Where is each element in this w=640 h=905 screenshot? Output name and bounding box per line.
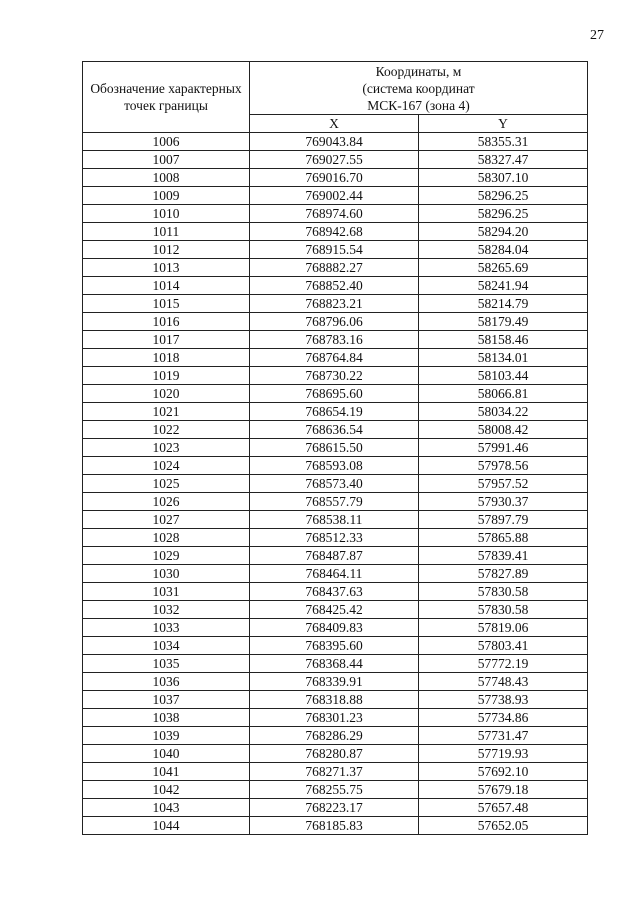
table-row <box>83 799 588 817</box>
coordinates-table <box>82 61 588 835</box>
table-row <box>83 475 588 493</box>
y-coordinate-cell: 57957.52 <box>419 475 588 493</box>
table-row <box>83 529 588 547</box>
y-column-header: Y <box>419 115 588 133</box>
point-id-cell: 1028 <box>83 529 250 547</box>
coordinates-header-line-3: МСК-167 (зона 4) <box>367 97 470 113</box>
y-coordinate-cell: 57679.18 <box>419 781 588 799</box>
x-coordinate-cell: 768409.83 <box>250 619 419 637</box>
x-coordinate-cell: 768425.42 <box>250 601 419 619</box>
point-id-cell: 1043 <box>83 799 250 817</box>
x-coordinate-cell: 768223.17 <box>250 799 419 817</box>
table-row <box>83 241 588 259</box>
y-coordinate-cell: 57865.88 <box>419 529 588 547</box>
x-coordinate-cell: 769002.44 <box>250 187 419 205</box>
table-row <box>83 349 588 367</box>
table-row <box>83 277 588 295</box>
x-coordinate-cell: 768796.06 <box>250 313 419 331</box>
x-coordinate-cell: 768615.50 <box>250 439 419 457</box>
x-coordinate-cell: 768185.83 <box>250 817 419 835</box>
y-coordinate-cell: 57692.10 <box>419 763 588 781</box>
table-row <box>83 763 588 781</box>
point-id-cell: 1041 <box>83 763 250 781</box>
table-row <box>83 223 588 241</box>
y-coordinate-cell: 57738.93 <box>419 691 588 709</box>
x-coordinate-cell: 768437.63 <box>250 583 419 601</box>
point-id-cell: 1014 <box>83 277 250 295</box>
table-row <box>83 547 588 565</box>
point-id-cell: 1030 <box>83 565 250 583</box>
point-id-cell: 1011 <box>83 223 250 241</box>
x-coordinate-cell: 769027.55 <box>250 151 419 169</box>
table-row <box>83 367 588 385</box>
y-coordinate-cell: 58296.25 <box>419 187 588 205</box>
point-id-cell: 1033 <box>83 619 250 637</box>
y-coordinate-cell: 58103.44 <box>419 367 588 385</box>
table-row <box>83 439 588 457</box>
point-id-cell: 1022 <box>83 421 250 439</box>
y-coordinate-cell: 58241.94 <box>419 277 588 295</box>
point-id-cell: 1032 <box>83 601 250 619</box>
table-row <box>83 421 588 439</box>
x-coordinate-cell: 768573.40 <box>250 475 419 493</box>
point-id-cell: 1026 <box>83 493 250 511</box>
x-coordinate-cell: 769016.70 <box>250 169 419 187</box>
x-coordinate-cell: 768487.87 <box>250 547 419 565</box>
y-coordinate-cell: 57830.58 <box>419 601 588 619</box>
x-coordinate-cell: 768783.16 <box>250 331 419 349</box>
x-coordinate-cell: 768654.19 <box>250 403 419 421</box>
x-coordinate-cell: 768255.75 <box>250 781 419 799</box>
table-row <box>83 133 588 151</box>
point-id-cell: 1035 <box>83 655 250 673</box>
table-row <box>83 601 588 619</box>
point-id-cell: 1037 <box>83 691 250 709</box>
y-coordinate-cell: 57978.56 <box>419 457 588 475</box>
x-coordinate-cell: 768557.79 <box>250 493 419 511</box>
point-id-cell: 1008 <box>83 169 250 187</box>
table-row <box>83 637 588 655</box>
point-id-cell: 1029 <box>83 547 250 565</box>
x-coordinate-cell: 768368.44 <box>250 655 419 673</box>
x-coordinate-cell: 768286.29 <box>250 727 419 745</box>
x-coordinate-cell: 768512.33 <box>250 529 419 547</box>
page-number: 27 <box>590 28 604 43</box>
point-id-cell: 1007 <box>83 151 250 169</box>
point-id-cell: 1021 <box>83 403 250 421</box>
point-id-cell: 1039 <box>83 727 250 745</box>
point-id-cell: 1010 <box>83 205 250 223</box>
x-coordinate-cell: 768301.23 <box>250 709 419 727</box>
y-coordinate-cell: 57839.41 <box>419 547 588 565</box>
point-id-cell: 1024 <box>83 457 250 475</box>
x-coordinate-cell: 768974.60 <box>250 205 419 223</box>
table-row <box>83 691 588 709</box>
x-coordinate-cell: 768636.54 <box>250 421 419 439</box>
table-row <box>83 169 588 187</box>
point-id-cell: 1042 <box>83 781 250 799</box>
point-id-cell: 1023 <box>83 439 250 457</box>
y-coordinate-cell: 57748.43 <box>419 673 588 691</box>
y-coordinate-cell: 58294.20 <box>419 223 588 241</box>
table-row <box>83 673 588 691</box>
table-row <box>83 313 588 331</box>
table-row <box>83 295 588 313</box>
y-coordinate-cell: 57819.06 <box>419 619 588 637</box>
table-row <box>83 493 588 511</box>
y-coordinate-cell: 57803.41 <box>419 637 588 655</box>
y-coordinate-cell: 58034.22 <box>419 403 588 421</box>
x-coordinate-cell: 768339.91 <box>250 673 419 691</box>
table-row <box>83 583 588 601</box>
x-coordinate-cell: 768915.54 <box>250 241 419 259</box>
y-coordinate-cell: 58066.81 <box>419 385 588 403</box>
y-coordinate-cell: 57991.46 <box>419 439 588 457</box>
x-coordinate-cell: 768695.60 <box>250 385 419 403</box>
y-coordinate-cell: 57930.37 <box>419 493 588 511</box>
table-row <box>83 457 588 475</box>
x-coordinate-cell: 768593.08 <box>250 457 419 475</box>
x-coordinate-cell: 768882.27 <box>250 259 419 277</box>
y-coordinate-cell: 58284.04 <box>419 241 588 259</box>
point-id-cell: 1015 <box>83 295 250 313</box>
coordinates-header-line-2: (система координат <box>362 80 475 96</box>
point-id-cell: 1027 <box>83 511 250 529</box>
y-coordinate-cell: 58296.25 <box>419 205 588 223</box>
y-coordinate-cell: 58327.47 <box>419 151 588 169</box>
y-coordinate-cell: 57731.47 <box>419 727 588 745</box>
x-column-header: X <box>250 115 419 133</box>
table-row <box>83 205 588 223</box>
y-coordinate-cell: 58008.42 <box>419 421 588 439</box>
y-coordinate-cell: 57830.58 <box>419 583 588 601</box>
point-id-cell: 1044 <box>83 817 250 835</box>
x-coordinate-cell: 768318.88 <box>250 691 419 709</box>
y-coordinate-cell: 58307.10 <box>419 169 588 187</box>
point-id-cell: 1013 <box>83 259 250 277</box>
point-id-cell: 1019 <box>83 367 250 385</box>
points-column-header: Обозначение характерных точек границы <box>83 62 250 133</box>
table-row <box>83 745 588 763</box>
table-header <box>83 62 588 133</box>
point-id-cell: 1018 <box>83 349 250 367</box>
point-id-cell: 1020 <box>83 385 250 403</box>
point-id-cell: 1025 <box>83 475 250 493</box>
y-coordinate-cell: 58179.49 <box>419 313 588 331</box>
table-row <box>83 727 588 745</box>
table-row <box>83 259 588 277</box>
x-coordinate-cell: 768538.11 <box>250 511 419 529</box>
point-id-cell: 1006 <box>83 133 250 151</box>
x-coordinate-cell: 768730.22 <box>250 367 419 385</box>
table-row <box>83 655 588 673</box>
y-coordinate-cell: 58214.79 <box>419 295 588 313</box>
table-row <box>83 619 588 637</box>
x-coordinate-cell: 768852.40 <box>250 277 419 295</box>
y-coordinate-cell: 58134.01 <box>419 349 588 367</box>
y-coordinate-cell: 57827.89 <box>419 565 588 583</box>
y-coordinate-cell: 57897.79 <box>419 511 588 529</box>
y-coordinate-cell: 57734.86 <box>419 709 588 727</box>
coordinates-header-line-1: Координаты, м <box>375 63 462 79</box>
y-coordinate-cell: 58265.69 <box>419 259 588 277</box>
y-coordinate-cell: 58355.31 <box>419 133 588 151</box>
table-row <box>83 385 588 403</box>
table-row <box>83 511 588 529</box>
table-row <box>83 709 588 727</box>
table-row <box>83 151 588 169</box>
x-coordinate-cell: 768280.87 <box>250 745 419 763</box>
x-coordinate-cell: 769043.84 <box>250 133 419 151</box>
x-coordinate-cell: 768271.37 <box>250 763 419 781</box>
table-row <box>83 817 588 835</box>
y-coordinate-cell: 57652.05 <box>419 817 588 835</box>
point-id-cell: 1038 <box>83 709 250 727</box>
point-id-cell: 1040 <box>83 745 250 763</box>
point-id-cell: 1016 <box>83 313 250 331</box>
point-id-cell: 1012 <box>83 241 250 259</box>
table-row <box>83 331 588 349</box>
y-coordinate-cell: 57772.19 <box>419 655 588 673</box>
point-id-cell: 1031 <box>83 583 250 601</box>
coordinates-header <box>250 62 588 115</box>
y-coordinate-cell: 57657.48 <box>419 799 588 817</box>
table-body <box>83 133 588 835</box>
point-id-cell: 1036 <box>83 673 250 691</box>
x-coordinate-cell: 768942.68 <box>250 223 419 241</box>
x-coordinate-cell: 768464.11 <box>250 565 419 583</box>
table-row <box>83 187 588 205</box>
point-id-cell: 1017 <box>83 331 250 349</box>
table-row <box>83 781 588 799</box>
x-coordinate-cell: 768395.60 <box>250 637 419 655</box>
point-id-cell: 1034 <box>83 637 250 655</box>
table-row <box>83 403 588 421</box>
x-coordinate-cell: 768764.84 <box>250 349 419 367</box>
point-id-cell: 1009 <box>83 187 250 205</box>
x-coordinate-cell: 768823.21 <box>250 295 419 313</box>
table-row <box>83 565 588 583</box>
y-coordinate-cell: 58158.46 <box>419 331 588 349</box>
y-coordinate-cell: 57719.93 <box>419 745 588 763</box>
